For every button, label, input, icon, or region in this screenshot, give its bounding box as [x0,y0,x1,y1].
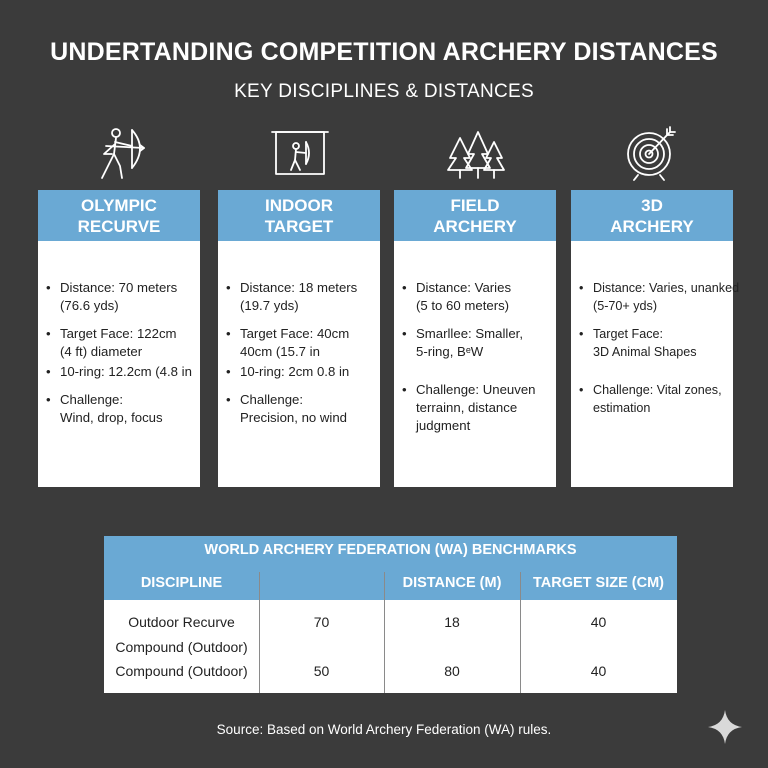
list-item-text: • Target Face: 122cm [60,326,177,341]
page-title: UNDERTANDING COMPETITION ARCHERY DISTANCES [50,38,718,66]
table-cell: Outdoor Recurve [128,614,235,630]
list-item-text: • Target Face: 40cm [240,326,350,341]
list-item [226,325,374,361]
list-item-text: 40cm (15.7 in [240,344,320,359]
list-item-text: terrainn, distance [416,400,518,415]
trees-icon [446,124,506,182]
column-header: DISCIPLINE [140,575,223,591]
card-title-line: OLYMPIC [81,195,157,215]
table-cell: Compound (Outdoor) [115,639,248,655]
list-item-text: • Distance: Varies [416,280,512,295]
card-details [394,241,556,435]
list-item [46,363,194,381]
card-3d-archery [571,190,740,487]
card-title-line: FIELD [450,195,500,215]
card-details [571,241,740,417]
list-item-text: (4 ft) diameter [60,344,143,359]
list-item [46,325,194,361]
table-header [104,536,677,600]
table-cell: 70 [313,614,330,630]
list-item-text: • Challenge: Vital zones, [593,383,722,397]
benchmarks-table [104,536,677,693]
card-title-line: RECURVE [77,216,161,236]
card-olympic-recurve [38,190,200,487]
list-item [402,325,550,361]
source-note: Source: Based on World Archery Federation (WA) rules. [216,722,552,737]
card-title-line: INDOOR [265,195,333,215]
table-cell: 18 [444,614,460,630]
card-header [38,190,200,241]
card-title-line: ARCHERY [610,216,694,236]
card-header [218,190,380,241]
indoor-range-icon [270,124,330,182]
card-header [394,190,556,241]
list-item [579,325,731,361]
list-item-text: (76.6 yds) [60,298,119,313]
list-item [46,391,194,427]
list-item-text: Wind, drop, focus [60,410,163,425]
list-item [226,279,374,315]
list-item [579,381,731,417]
list-item-text: • Challenge: Uneuven [416,382,536,397]
list-item [226,391,374,427]
list-item-text: judgment [416,418,471,433]
table-title: WORLD ARCHERY FEDERATION (WA) BENCHMARKS [204,542,577,558]
list-item-text: • 10-ring: 2cm 0.8 in [240,364,350,379]
list-item [579,279,740,315]
table-cell: 50 [313,663,330,679]
list-item-text: • Target Face: [593,327,663,341]
list-item-text: • 10-ring: 12.2cm (4.8 in [60,364,192,379]
archer-icon [92,124,152,182]
column-header: TARGET SIZE (CM) [532,575,665,591]
card-title-line: 3D [641,195,663,215]
table-cell: Compound (Outdoor) [115,663,248,679]
list-item-text: • Smarllee: Smaller, [416,326,523,341]
table-cell: 40 [590,614,607,630]
card-indoor-target [218,190,380,487]
list-item-text: (5 to 60 meters) [416,298,510,313]
card-title-line: ARCHERY [433,216,517,236]
list-item-text: estimation [593,401,651,415]
list-item-text: • Distance: 70 meters [60,280,178,295]
card-field-archery [394,190,556,487]
sparkle-icon [706,708,744,746]
list-item [402,381,550,435]
card-details [38,241,200,427]
table-cell: 80 [444,663,460,679]
list-item-text: 3D Animal Shapes [593,345,697,359]
list-item-text: • Distance: Varies, unanked [593,281,740,295]
list-item [402,279,550,315]
list-item-text: (19.7 yds) [240,298,299,313]
list-item-text: (5-70+ yds) [593,299,658,313]
target-icon [622,124,682,182]
page-subtitle: KEY DISCIPLINES & DISTANCES [234,81,534,102]
list-item-text: • Challenge: [60,392,124,407]
list-item-text: Precision, no wind [240,410,348,425]
list-item [226,363,374,381]
list-item [46,279,194,315]
list-item-text: • Challenge: [240,392,304,407]
card-details [218,241,380,427]
table-cell: 40 [590,663,607,679]
list-item-text: • Distance: 18 meters [240,280,358,295]
column-header: DISTANCE (M) [402,575,502,591]
list-item-text: 5-ring, BᵉW [416,344,484,359]
card-title-line: TARGET [264,216,334,236]
card-header [571,190,733,241]
